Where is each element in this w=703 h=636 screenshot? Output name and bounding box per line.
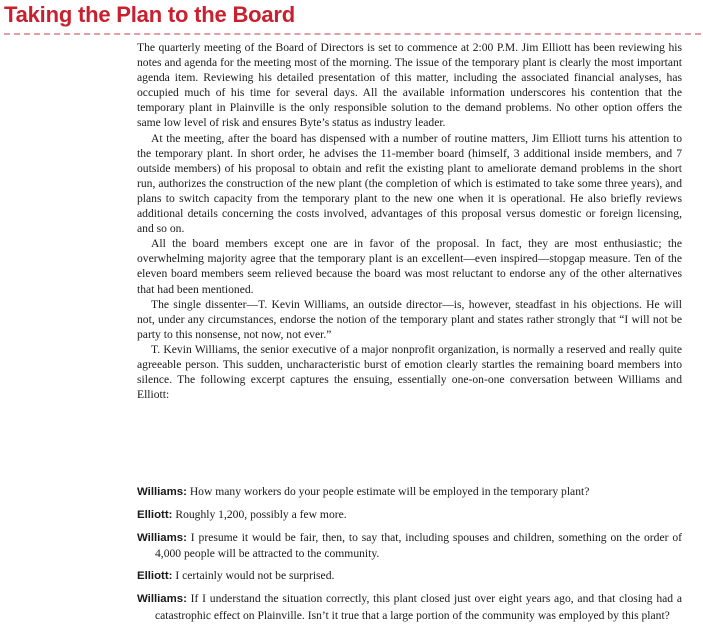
dialogue-line: [137, 507, 682, 523]
paragraph: The single dissenter—T. Kevin Williams, an outside director—is, however, steadfast in his objections. He will not, under any circumstances, endorse the notion of the temporary plant and states rather strongly that “I will not be party to this nonsense, not now, not ever.”: [137, 297, 682, 341]
narrative-body: [137, 40, 682, 402]
speaker-name: Williams:: [137, 486, 187, 498]
dialogue-line: [137, 591, 682, 622]
speaker-name: Williams:: [137, 593, 187, 606]
dialogue-line: [137, 484, 682, 500]
paragraph: All the board members except one are in favor of the proposal. In fact, they are most enthusiastic; the overwhelming majority agree that the temporary plant is an excellent—even inspired—stopgap measure. Ten of the eleven board members seem relieved because the board was most reluctant to endorse any of the other alternatives that had been mentioned.: [137, 237, 682, 296]
dialogue-text: How many workers do your people estimate will be employed in the temporary plant?: [189, 485, 590, 498]
speaker-name: Elliott:: [137, 570, 173, 583]
paragraph: At the meeting, after the board has dispensed with a number of routine matters, Jim Elliott turns his attention to the temporary plant. In short order, he advises the 11-member board (himself, 3 additional inside members, and 7 outside members) of his proposal to obtain and refit the existing plant to ameliorate demand problems in the short run, authorizes the construction of the new plant (the completion of which is estimated to take some three years), and plans to switch capacity from the temporary plant to the new one when it is operational. He also briefly reviews additional details concerning the costs involved, advantages of this proposal versus domestic or foreign licensing, and so on.: [137, 131, 682, 236]
dialogue-text: If I understand the situation correctly, this plant closed just over eight years ago, and that closing had a catastrophic effect on Plainville. Isn’t it true that a large portion of the community was employed by this plant?: [155, 592, 682, 622]
dialogue-transcript: [137, 484, 682, 630]
dialogue-text: Roughly 1,200, possibly a few more.: [175, 508, 347, 522]
speaker-name: Williams:: [137, 532, 187, 545]
dialogue-text: I presume it would be fair, then, to say that, including spouses and children, something on the order of 4,000 people will be attracted to the community.: [155, 531, 682, 561]
dialogue-line: [137, 568, 682, 584]
speaker-name: Elliott:: [137, 509, 173, 522]
heading-rule: [4, 33, 701, 35]
section-heading: Taking the Plan to the Board: [4, 2, 296, 27]
dialogue-text: I certainly would not be surprised.: [175, 569, 335, 583]
paragraph: The quarterly meeting of the Board of Directors is set to commence at 2:00 P.M. Jim Elliott has been reviewing his notes and agenda for the meeting most of the morning. The issue of the temporary plant is clearly the most important agenda item. Reviewing his detailed presentation of this matter, including the associated financial analyses, has occupied much of his time for several days. All the available information underscores his contention that the temporary plant in Plainville is the only responsible solution to the demand problems. No other option offers the same low level of risk and ensures Byte’s status as industry leader.: [137, 41, 682, 130]
dialogue-line: [137, 530, 682, 561]
paragraph: T. Kevin Williams, the senior executive of a major nonprofit organization, is normally a reserved and really quite agreeable person. This sudden, uncharacteristic burst of emotion clearly startles the remaining board members into silence. The following excerpt captures the ensuing, essentially one-on-one conversation between Williams and Elliott:: [137, 342, 682, 402]
